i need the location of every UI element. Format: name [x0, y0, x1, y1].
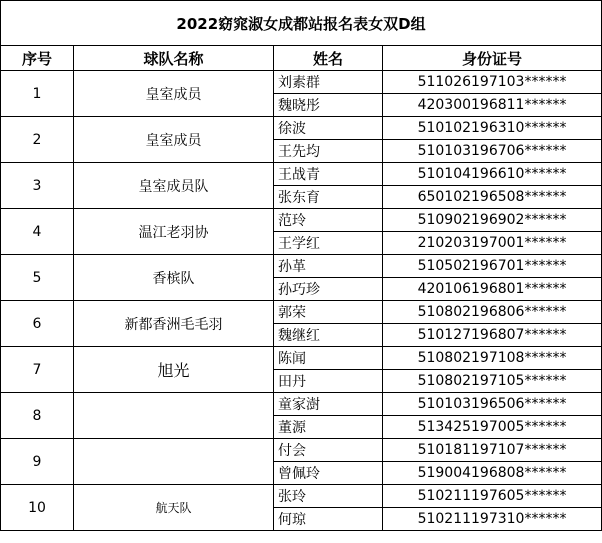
id-number-cell: 510902196902******	[383, 209, 602, 232]
id-number-cell: 650102196508******	[383, 186, 602, 209]
table-row	[1, 347, 602, 370]
id-number-cell: 510102196310******	[383, 117, 602, 140]
player-name-cell: 徐波	[274, 117, 383, 140]
table-row	[1, 301, 602, 324]
player-name-cell: 郭荣	[274, 301, 383, 324]
player-name-cell: 曾佩玲	[274, 462, 383, 485]
id-number-cell: 513425197005******	[383, 416, 602, 439]
id-number-cell: 511026197103******	[383, 71, 602, 94]
serial-number-cell: 3	[1, 163, 74, 209]
table-row	[1, 71, 602, 94]
header-team-name: 球队名称	[74, 46, 274, 71]
player-name-cell: 董源	[274, 416, 383, 439]
id-number-cell: 210203197001******	[383, 232, 602, 255]
table-row	[1, 439, 602, 462]
table-row	[1, 255, 602, 278]
id-number-cell: 519004196808******	[383, 462, 602, 485]
player-name-cell: 范玲	[274, 209, 383, 232]
player-name-cell: 陈闻	[274, 347, 383, 370]
id-number-cell: 510502196701******	[383, 255, 602, 278]
serial-number-cell: 8	[1, 393, 74, 439]
id-number-cell: 420106196801******	[383, 278, 602, 301]
id-number-cell: 510103196706******	[383, 140, 602, 163]
id-number-cell: 510127196807******	[383, 324, 602, 347]
id-number-cell: 510211197310******	[383, 508, 602, 531]
player-name-cell: 魏继红	[274, 324, 383, 347]
player-name-cell: 刘素群	[274, 71, 383, 94]
table-body	[1, 71, 602, 531]
header-id-number: 身份证号	[383, 46, 602, 71]
team-name-cell: 皇室成员	[74, 117, 274, 163]
team-name-cell: 香槟队	[74, 255, 274, 301]
player-name-cell: 田丹	[274, 370, 383, 393]
team-name-cell: 旭光	[74, 347, 274, 393]
id-number-cell: 420300196811******	[383, 94, 602, 117]
team-name-cell: 新都香洲毛毛羽	[74, 301, 274, 347]
player-name-cell: 付会	[274, 439, 383, 462]
serial-number-cell: 5	[1, 255, 74, 301]
player-name-cell: 张玲	[274, 485, 383, 508]
id-number-cell: 510103196506******	[383, 393, 602, 416]
player-name-cell: 王战青	[274, 163, 383, 186]
serial-number-cell: 9	[1, 439, 74, 485]
id-number-cell: 510181197107******	[383, 439, 602, 462]
player-name-cell: 孙巧珍	[274, 278, 383, 301]
header-serial-number: 序号	[1, 46, 74, 71]
table-title: 2022窈窕淑女成都站报名表女双D组	[1, 1, 602, 46]
team-name-cell	[74, 393, 274, 439]
player-name-cell: 王学红	[274, 232, 383, 255]
player-name-cell: 魏晓彤	[274, 94, 383, 117]
player-name-cell: 王先均	[274, 140, 383, 163]
player-name-cell: 孙革	[274, 255, 383, 278]
serial-number-cell: 6	[1, 301, 74, 347]
header-player-name: 姓名	[274, 46, 383, 71]
serial-number-cell: 4	[1, 209, 74, 255]
team-name-cell: 温江老羽协	[74, 209, 274, 255]
id-number-cell: 510211197605******	[383, 485, 602, 508]
id-number-cell: 510104196610******	[383, 163, 602, 186]
team-name-cell: 航天队	[74, 485, 274, 531]
table-row	[1, 117, 602, 140]
player-name-cell: 何琼	[274, 508, 383, 531]
table-row	[1, 393, 602, 416]
team-name-cell: 皇室成员队	[74, 163, 274, 209]
id-number-cell: 510802197108******	[383, 347, 602, 370]
serial-number-cell: 10	[1, 485, 74, 531]
serial-number-cell: 2	[1, 117, 74, 163]
player-name-cell: 童家澍	[274, 393, 383, 416]
id-number-cell: 510802196806******	[383, 301, 602, 324]
serial-number-cell: 7	[1, 347, 74, 393]
team-name-cell: 皇室成员	[74, 71, 274, 117]
serial-number-cell: 1	[1, 71, 74, 117]
team-name-cell	[74, 439, 274, 485]
table-row	[1, 209, 602, 232]
player-name-cell: 张东育	[274, 186, 383, 209]
id-number-cell: 510802197105******	[383, 370, 602, 393]
table-row	[1, 163, 602, 186]
table-row	[1, 485, 602, 508]
